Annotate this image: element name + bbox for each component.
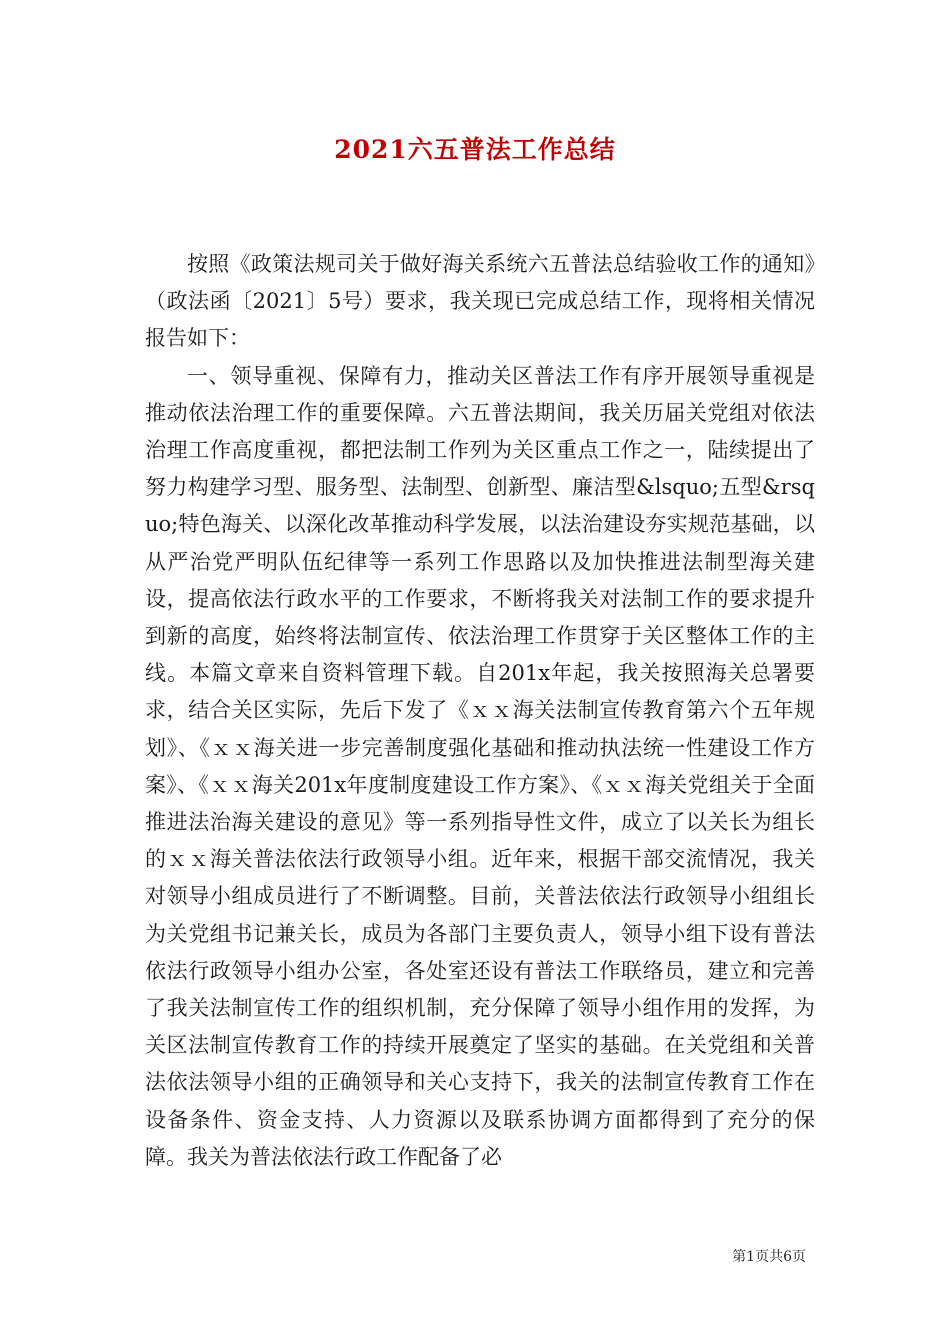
document-body: [145, 246, 815, 1176]
paragraph-intro: 按照《政策法规司关于做好海关系统六五普法总结验收工作的通知》（政法函〔2021〕5号）要求，我关现已完成总结工作，现将相关情况报告如下：: [145, 252, 815, 351]
paragraph-section-one: 一、领导重视、保障有力，推动关区普法工作有序开展领导重视是推动依法治理工作的重要保障。六五普法期间，我关历届关党组对依法治理工作高度重视，都把法制工作列为关区重点工作之一，陆续提出了努力构建学习型、服务型、法制型、创新型、廉洁型&lsquo;五型&rsquo;特色海关、以深化改革推动科学发展，以法治建设夯实规范基础，以从严治党严明队伍纪律等一系列工作思路以及加快推进法制型海关建设，提高依法行政水平的工作要求，不断将我关对法制工作的要求提升到新的高度，始终将法制宣传、依法治理工作贯穿于关区整体工作的主线。本篇文章来自资料管理下载。自201x年起，我关按照海关总署要求，结合关区实际，先后下发了《ｘｘ海关法制宣传教育第六个五年规划》、《ｘｘ海关进一步完善制度强化基础和推动执法统一性建设工作方案》、《ｘｘ海关201x年度制度建设工作方案》、《ｘｘ海关党组关于全面推进法治海关建设的意见》等一系列指导性文件，成立了以关长为组长的ｘｘ海关普法依法行政领导小组。近年来，根据干部交流情况，我关对领导小组成员进行了不断调整。目前，关普法依法行政领导小组组长为关党组书记兼关长，成员为各部门主要负责人，领导小组下设有普法依法行政领导小组办公室，各处室还设有普法工作联络员，建立和完善了我关法制宣传工作的组织机制，充分保障了领导小组作用的发挥，为关区法制宣传教育工作的持续开展奠定了坚实的基础。在关党组和关普法依法领导小组的正确领导和关心支持下，我关的法制宣传教育工作在设备条件、资金支持、人力资源以及联系协调方面都得到了充分的保障。我关为普法依法行政工作配备了必: [145, 363, 815, 1169]
document-title: 2021六五普法工作总结: [334, 135, 616, 164]
page-number: 第1页共6页: [732, 1249, 806, 1265]
